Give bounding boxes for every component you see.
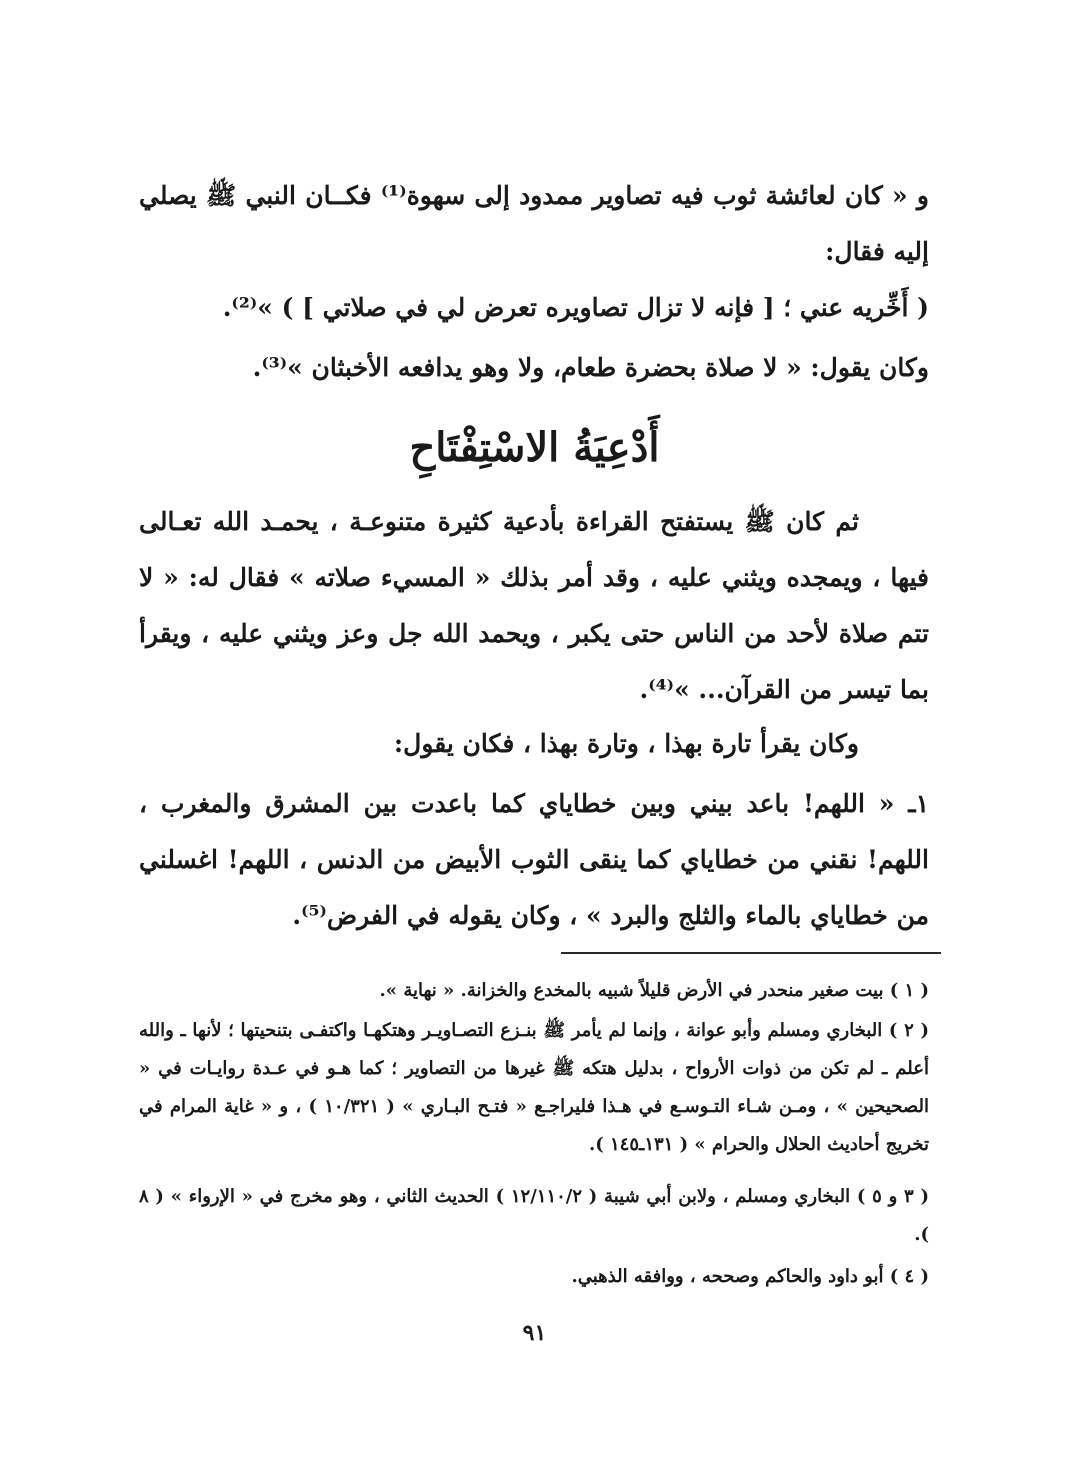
paragraph-no-prayer-food: وكان يقول: « لا صلاة بحضرة طعام، ولا وهو يدافعه الأخبثان »⁽³⁾. bbox=[252, 353, 929, 382]
footnote-2: ( ٢ ) البخاري ومسلم وأبو عوانة ، وإنما لم يأمر ﷺ بنـزع التصـاويـر وهتكهـا واكتفـى بتنحيتها ؛ لأنها ـ والله أعلم ـ لم تكن من ذوات الأرواح ، بدليل هتكه ﷺ غيرها من التصاوير ؛ كما هـو في عـدة روايـات في « الصحيحين » ، ومـن شـاء التـوسـع في هـذا فليراجـع « فتـح البـاري » ( ١٠/٣٢١ ) ، و « غاية المرام في تخريج أحاديث الحلال والحرام » ( ١٣١ـ١٤٥ ). bbox=[139, 1020, 929, 1155]
paragraph-aisha-cloth: و « كان لعائشة ثوب فيه تصاوير ممدود إلى سهوة⁽¹⁾ فكــان النبي ﷺ يصلي إليه فقال: bbox=[139, 181, 929, 266]
paragraph-opening-supplications: ثم كان ﷺ يستفتح القراءة بأدعية كثيرة متنوعـة ، يحمـد الله تعـالى فيها ، ويمجده ويثني عليه ، وقد أمر بذلك « المسيء صلاته » فقال له: « لا تتم صلاة لأحد من الناس حتى يكبر ، ويحمد الله جل وعز ويثني عليه ، ويقرأ بما تيسر من القرآن... »⁽⁴⁾. bbox=[139, 507, 929, 704]
page-number: ٩١ bbox=[522, 1320, 547, 1346]
footnote-divider bbox=[561, 952, 941, 954]
footnote-4: ( ٤ ) أبو داود والحاكم وصححه ، ووافقه الذهبي. bbox=[571, 1266, 929, 1287]
paragraph-alternating: وكان يقرأ تارة بهذا ، وتارة بهذا ، فكان يقول: bbox=[393, 729, 859, 758]
paragraph-hadith-quote: ( أَخِّريه عني ؛ [ فإنه لا تزال تصاويره تعرض لي في صلاتي ] ) »⁽²⁾. bbox=[222, 293, 929, 322]
section-heading: أَدْعِيَةُ الاسْتِفْتَاحِ bbox=[409, 424, 660, 471]
paragraph-supplication-one: ١ـ « اللهم! باعد بيني وبين خطاياي كما باعدت بين المشرق والمغرب ، اللهم! نقني من خطاياي كما ينقى الثوب الأبيض من الدنس ، اللهم! اغسلني من خطاياي بالماء والثلج والبرد » ، وكان يقوله في الفرض⁽⁵⁾. bbox=[139, 789, 929, 930]
footnote-1: ( ١ ) بيت صغير منحدر في الأرض قليلاً شبيه بالمخدع والخزانة. « نهاية ». bbox=[379, 980, 929, 1001]
footnote-3: ( ٣ و ٥ ) البخاري ومسلم ، ولابن أبي شيبة ( ١٢/١١٠/٢ ) الحديث الثاني ، وهو مخرج في « الإرواء » ( ٨ ). bbox=[139, 1186, 929, 1245]
